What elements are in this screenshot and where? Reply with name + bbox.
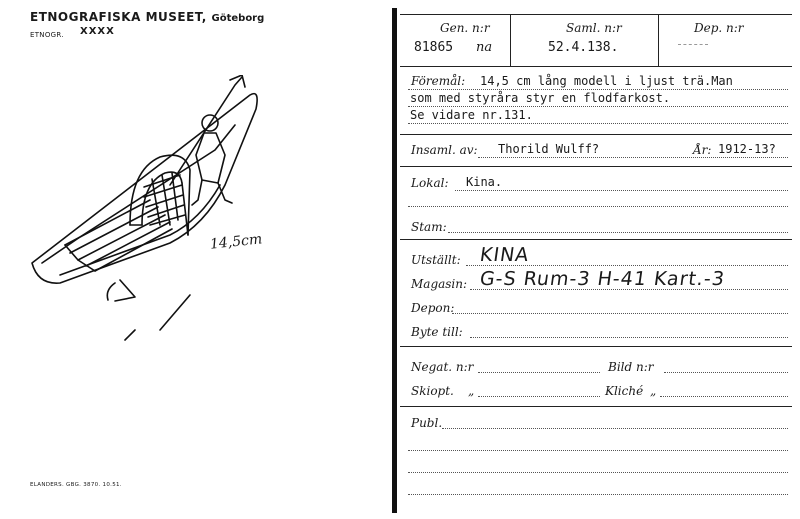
card-divider: [392, 8, 397, 513]
foremal-line-2: som med styråra styr en flodfarkost.: [410, 91, 671, 105]
byte-till-label: Byte till:: [411, 325, 463, 339]
boat-sketch: [20, 75, 360, 345]
gen-nr-value: 81865: [414, 40, 454, 55]
foremal-bottom-rule: [400, 134, 792, 135]
bild-label: Bild n:r: [608, 360, 654, 374]
foremal-line-3: Se vidare nr.131.: [410, 108, 533, 122]
xxxx-overprint: XXXX: [80, 26, 115, 37]
ar-value: 1912-13?: [718, 142, 776, 156]
insaml-label: Insaml. av:: [411, 143, 478, 157]
lokal-value: Kina.: [466, 175, 503, 189]
foremal-line-1: 14,5 cm lång modell i ljust trä.Man: [480, 74, 733, 88]
utstallt-value: KINA: [478, 244, 531, 266]
saml-nr-label: Saml. n:r: [566, 21, 622, 35]
depon-rule: [452, 313, 788, 314]
publ-label: Publ.: [411, 416, 443, 430]
header-bottom-rule: [400, 66, 792, 67]
kliche-ditto: „: [650, 384, 657, 398]
etnogr-label: ETNOGR.: [30, 31, 64, 39]
insaml-bottom-rule: [400, 166, 792, 167]
dep-nr-label: Dep. n:r: [694, 21, 744, 35]
skiopt-rule: [478, 396, 600, 397]
publ-rule-2: [408, 450, 788, 451]
magasin-label: Magasin:: [411, 277, 468, 291]
saml-nr-value: 52.4.138.: [548, 40, 619, 55]
lokal-rule-2: [408, 206, 788, 207]
dimension-note: 14,5cm: [209, 231, 263, 253]
museum-city: Göteborg: [211, 13, 265, 24]
skiopt-bottom-rule: [400, 406, 792, 407]
bild-rule: [664, 372, 788, 373]
skiopt-ditto: „: [468, 384, 475, 398]
byte-bottom-rule: [400, 346, 792, 347]
byte-till-rule: [470, 337, 788, 338]
insaml-rule: [478, 157, 788, 158]
gen-nr-label: Gen. n:r: [440, 21, 490, 35]
foremal-line-2-rule: [408, 106, 788, 107]
utstallt-label: Utställt:: [411, 253, 461, 267]
publ-rule-4: [408, 494, 788, 495]
foremal-line-3-rule: [408, 123, 788, 124]
dep-nr-blank: [678, 44, 708, 45]
insaml-value: Thorild Wulff?: [498, 142, 600, 156]
stam-rule: [448, 232, 788, 233]
stam-bottom-rule: [400, 239, 792, 240]
museum-title: [30, 10, 264, 24]
foremal-line-1-rule: [408, 89, 788, 90]
foremal-label: Föremål:: [411, 74, 466, 88]
depon-label: Depon:: [411, 301, 455, 315]
lokal-label: Lokal:: [411, 176, 449, 190]
header-top-rule: [400, 14, 792, 15]
skiopt-label: Skiopt.: [411, 384, 454, 398]
gen-nr-suffix: na: [476, 40, 493, 55]
kliche-rule: [660, 396, 788, 397]
publ-rule-3: [408, 472, 788, 473]
magasin-rule: [470, 289, 788, 290]
museum-name: ETNOGRAFISKA MUSEET,: [30, 10, 207, 24]
printer-imprint: ELANDERS. GBG. 3870. 10.51.: [30, 482, 122, 488]
utstallt-rule: [466, 265, 788, 266]
stam-label: Stam:: [411, 220, 447, 234]
lokal-rule-1: [455, 190, 788, 191]
negat-rule: [478, 372, 600, 373]
publ-rule-1: [442, 428, 788, 429]
ar-label: År:: [693, 143, 712, 157]
header-col-rule-1: [510, 14, 511, 66]
header-col-rule-2: [658, 14, 659, 66]
negat-label: Negat. n:r: [411, 360, 474, 374]
kliche-label: Kliché: [605, 384, 644, 398]
magasin-value: G-S Rum-3 H-41 Kart.-3: [478, 268, 727, 290]
